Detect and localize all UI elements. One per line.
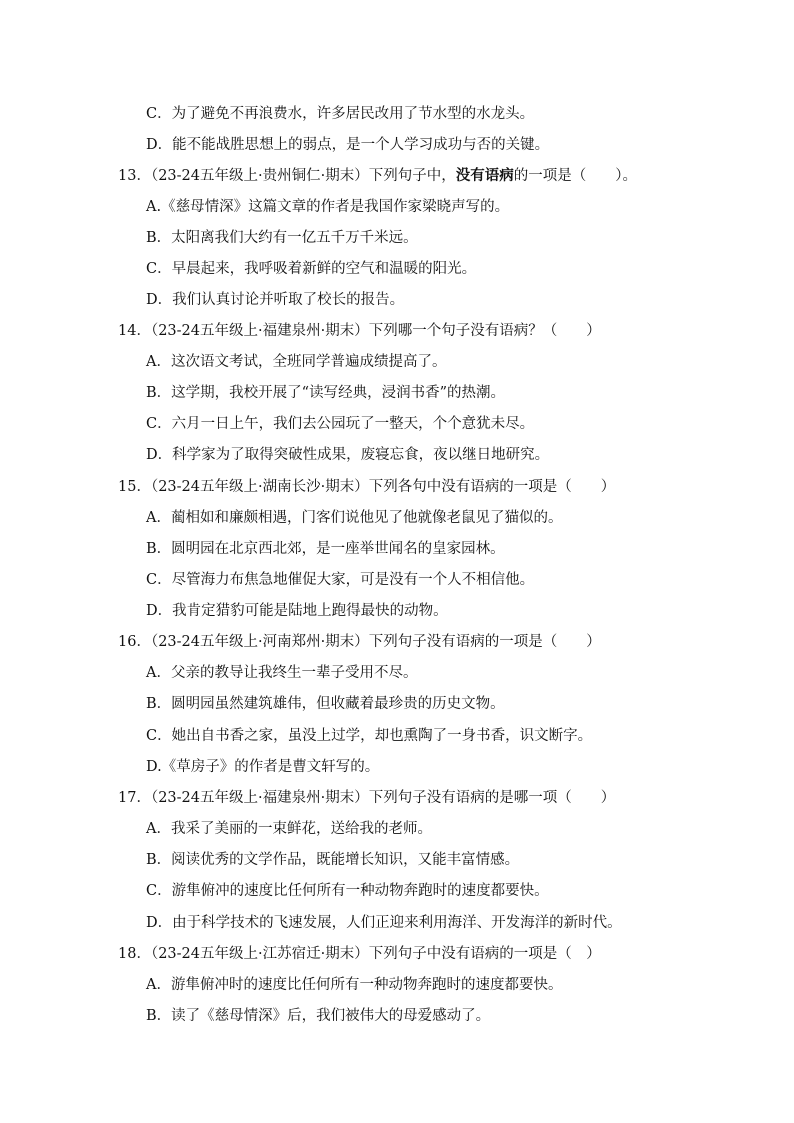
question-number: 14． — [118, 323, 151, 339]
option-16c: C．她出自书香之家，虽没上过学，却也熏陶了一身书香，识文断字。 — [146, 728, 593, 744]
question-stem: 下列哪一个句子没有语病？ — [368, 323, 543, 339]
question-number: 16． — [118, 634, 151, 650]
option-17c: C．游隼俯冲的速度比任何所有一种动物奔跑时的速度都要快。 — [146, 883, 549, 899]
question-source: （23-24五年级上·河南郑州·期末） — [150, 634, 369, 650]
option-14b: B．这学期，我校开展了“读写经典，浸润书香”的热潮。 — [146, 385, 505, 401]
question-13 — [118, 166, 637, 186]
answer-blank: （ ） — [557, 479, 616, 495]
question-source: （23-24五年级上·福建泉州·期末） — [150, 323, 369, 339]
option-12c: C．为了避免不再浪费水，许多居民改用了节水型的水龙头。 — [146, 106, 535, 122]
question-stem: 下列各句中没有语病的一项是 — [368, 479, 558, 495]
question-number: 13． — [118, 168, 151, 184]
answer-blank: （ ） — [542, 634, 601, 650]
option-16d: D.《草房子》的作者是曹文轩写的。 — [146, 759, 380, 775]
question-source: （23-24五年级上·江苏宿迁·期末） — [150, 946, 369, 962]
question-stem: 下列句子中没有语病的一项是 — [368, 946, 558, 962]
option-13c: C．早晨起来，我呼吸着新鲜的空气和温暖的阳光。 — [146, 261, 477, 277]
question-17 — [118, 788, 615, 808]
option-12d: D．能不能战胜思想上的弱点，是一个人学习成功与否的关键。 — [146, 137, 550, 153]
option-16a: A．父亲的教导让我终生一辈子受用不尽。 — [146, 665, 418, 681]
option-17b: B．阅读优秀的文学作品，既能增长知识，又能丰富情感。 — [146, 852, 520, 868]
option-13a: A.《慈母情深》这篇文章的作者是我国作家梁晓声写的。 — [146, 199, 510, 215]
answer-blank: （ ） — [557, 790, 616, 806]
question-stem-tail: 的一项是 — [513, 168, 572, 184]
option-17a: A．我采了美丽的一束鲜花，送给我的老师。 — [146, 821, 432, 837]
option-15b: B．圆明园在北京西北郊，是一座举世闻名的皇家园林。 — [146, 541, 505, 557]
option-15a: A．蔺相如和廉颇相遇，门客们说他见了他就像老鼠见了猫似的。 — [146, 510, 563, 526]
question-number: 17． — [118, 790, 151, 806]
question-15 — [118, 477, 615, 497]
question-source: （23-24五年级上·福建泉州·期末） — [150, 790, 369, 806]
option-14a: A．这次语文考试，全班同学普遍成绩提高了。 — [146, 354, 447, 370]
option-18b: B．读了《慈母情深》后，我们被伟大的母爱感动了。 — [146, 1008, 491, 1024]
question-14 — [118, 321, 601, 341]
option-18a: A．游隼俯冲时的速度比任何所有一种动物奔跑时的速度都要快。 — [146, 977, 563, 993]
question-source: （23-24五年级上·贵州铜仁·期末） — [150, 168, 369, 184]
option-14c: C．六月一日上午，我们去公园玩了一整天，个个意犹未尽。 — [146, 416, 535, 432]
answer-blank: （ ）。 — [571, 168, 637, 184]
question-source: （23-24五年级上·湖南长沙·期末） — [150, 479, 369, 495]
option-16b: B．圆明园虽然建筑雄伟，但收藏着最珍贵的历史文物。 — [146, 696, 505, 712]
option-15c: C．尽管海力布焦急地催促大家，可是没有一个人不相信他。 — [146, 572, 535, 588]
option-14d: D．科学家为了取得突破性成果，废寝忘食，夜以继日地研究。 — [146, 447, 550, 463]
option-13d: D．我们认真讨论并听取了校长的报告。 — [146, 292, 405, 308]
question-stem: 下列句子没有语病的一项是 — [368, 634, 543, 650]
option-15d: D．我肯定猎豹可能是陆地上跑得最快的动物。 — [146, 603, 448, 619]
question-emphasis: 没有语病 — [455, 167, 514, 184]
question-18 — [118, 944, 601, 964]
question-number: 15． — [118, 479, 151, 495]
question-16 — [118, 632, 601, 652]
question-stem: 下列句子没有语病的是哪一项 — [368, 790, 558, 806]
answer-blank: （ ） — [542, 323, 601, 339]
answer-blank: （ ） — [557, 946, 601, 962]
option-17d: D．由于科学技术的飞速发展，人们正迎来利用海洋、开发海洋的新时代。 — [146, 915, 622, 931]
question-stem: 下列句子中， — [368, 168, 456, 184]
question-number: 18． — [118, 946, 151, 962]
option-13b: B．太阳离我们大约有一亿五千万千米远。 — [146, 230, 418, 246]
